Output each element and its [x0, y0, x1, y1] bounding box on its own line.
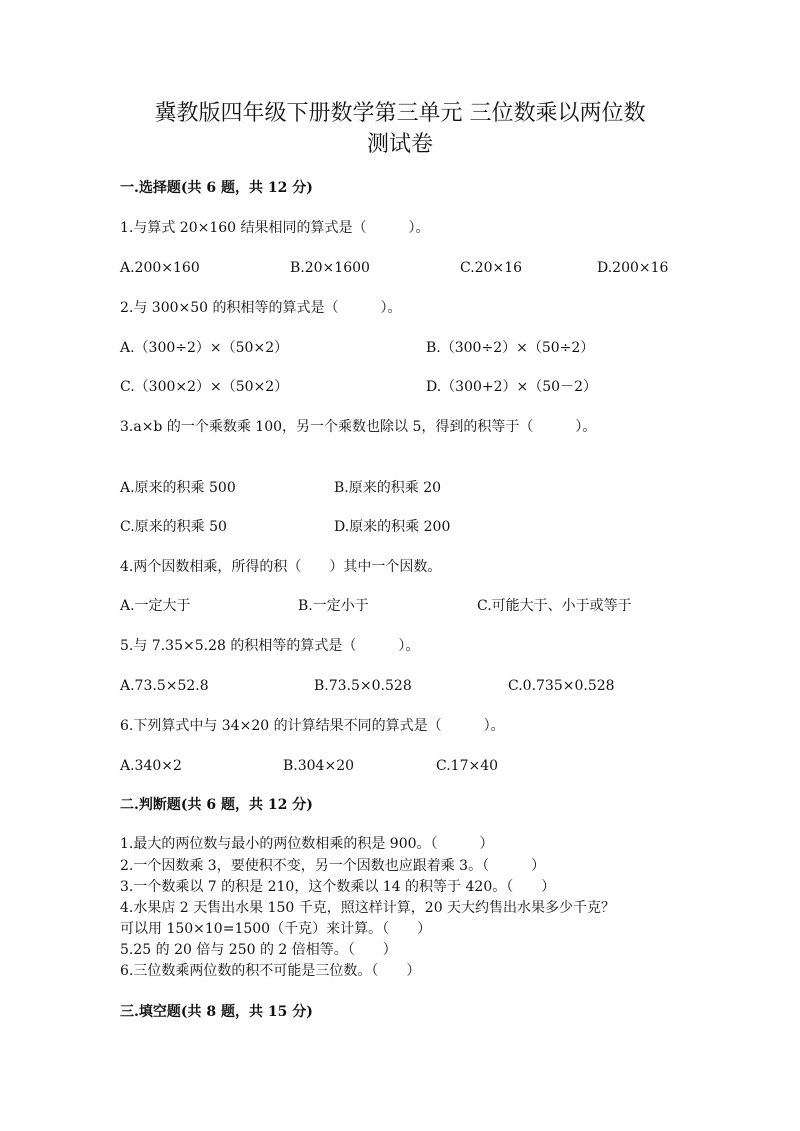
- option-c: C.原来的积乘 50: [120, 519, 227, 535]
- judgement-item: 1.最大的两位数与最小的两位数相乘的积是 900。（ ）: [120, 836, 494, 852]
- question-stem: 2.与 300×50 的积相等的算式是（ ）。: [120, 300, 402, 316]
- option-b: B.304×20: [283, 758, 355, 774]
- option-a: A.一定大于: [120, 598, 191, 614]
- option-b: B.73.5×0.528: [314, 678, 412, 694]
- option-b: B.（300÷2）×（50÷2）: [426, 340, 595, 356]
- section-heading-judgement: 二.判断题(共 6 题，共 12 分): [120, 797, 313, 813]
- question-stem: 4.两个因数相乘，所得的积（ ）其中一个因数。: [120, 559, 442, 575]
- question-stem: 6.下列算式中与 34×20 的计算结果不同的算式是（ ）。: [120, 718, 505, 734]
- judgement-item: 6.三位数乘两位数的积不可能是三位数。（ ）: [120, 963, 421, 979]
- option-b: B.一定小于: [298, 598, 369, 614]
- option-c: C.（300×2）×（50×2）: [120, 379, 289, 395]
- option-a: A.原来的积乘 500: [120, 480, 236, 496]
- section-heading-choice: 一.选择题(共 6 题，共 12 分): [120, 180, 313, 196]
- option-a: A.（300÷2）×（50×2）: [120, 340, 289, 356]
- option-d: D.（300+2）×（50－2）: [426, 379, 597, 395]
- judgement-item: 2.一个因数乘 3，要使积不变，另一个因数也应跟着乘 3。（ ）: [120, 858, 546, 874]
- judgement-item: 3.一个数乘以 7 的积是 210，这个数乘以 14 的积等于 420。（ ）: [120, 879, 556, 895]
- section-heading-fill-in: 三.填空题(共 8 题，共 15 分): [120, 1004, 313, 1020]
- option-c: C.20×16: [460, 260, 523, 276]
- judgement-item: 4.水果店 2 天售出水果 150 千克，照这样计算，20 天大约售出水果多少千克？: [120, 900, 616, 916]
- option-c: C.0.735×0.528: [508, 678, 615, 694]
- judgement-item-continued: 可以用 150×10=1500（千克）来计算。（ ）: [120, 921, 432, 937]
- option-a: A.340×2: [120, 758, 182, 774]
- judgement-item: 5.25 的 20 倍与 250 的 2 倍相等。（ ）: [120, 942, 397, 958]
- option-a: A.73.5×52.8: [120, 678, 209, 694]
- option-d: D.原来的积乘 200: [334, 519, 451, 535]
- question-stem: 5.与 7.35×5.28 的积相等的算式是（ ）。: [120, 638, 420, 654]
- page-title-line2: 测试卷: [366, 132, 433, 157]
- option-c: C.可能大于、小于或等于: [477, 598, 632, 614]
- question-stem: 1.与算式 20×160 结果相同的算式是（ ）。: [120, 220, 430, 236]
- question-stem: 3.a×b 的一个乘数乘 100，另一个乘数也除以 5，得到的积等于（ ）。: [120, 419, 597, 435]
- option-b: B.原来的积乘 20: [334, 480, 442, 496]
- option-d: D.200×16: [597, 260, 669, 276]
- page-title: 冀教版四年级下册数学第三单元 三位数乘以两位数: [154, 101, 646, 126]
- option-a: A.200×160: [120, 260, 200, 276]
- option-c: C.17×40: [436, 758, 499, 774]
- option-b: B.20×1600: [290, 260, 370, 276]
